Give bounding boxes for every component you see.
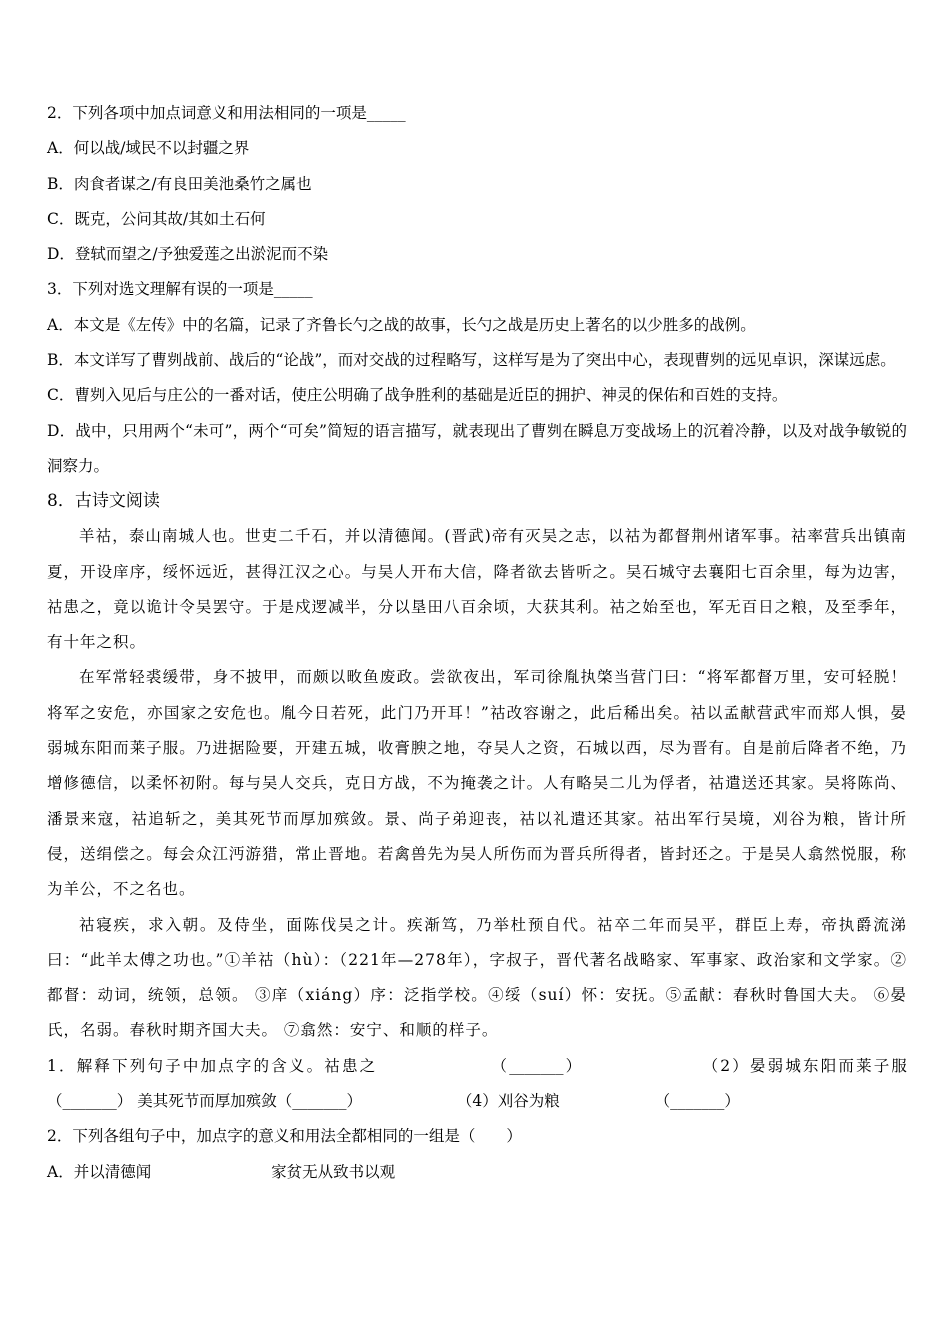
section-8-heading: 8．古诗文阅读 bbox=[47, 491, 160, 512]
passage-paragraph-3: 祜寝疾，求入朝。及侍坐，面陈伐吴之计。疾渐笃，乃举杜预自代。祜卒二年而吴平，群臣上寿，帝执爵流涕曰：“此羊太傅之功也。”①羊祜（hù）：（221年—278年），字叔子，晋代著名战略家、军事家、政治家和文学家。②都督：动词，统领，总领。 ③庠（xiáng）序：泛指学校。④绥（suí）怀：安抚。⑤孟献：春秋时鲁国大夫。 ⑥晏氏，名弱。春秋时期齐国大夫。 ⑦翕然：安宁、和顺的样子。 bbox=[47, 915, 907, 1040]
question-3-stem: 3．下列对选文理解有误的一项是_____ bbox=[47, 280, 313, 299]
question-1-item-2: （2）晏弱城东阳而莱子服（_______） bbox=[47, 1056, 907, 1111]
section-8-question-2-stem: 2．下列各组句子中，加点字的意义和用法全都相同的一组是（ ） bbox=[47, 1127, 522, 1146]
question-2-stem: 2．下列各项中加点词意义和用法相同的一项是_____ bbox=[47, 104, 406, 122]
question-2-option-b: B．肉食者谋之/有良田美池桑竹之属也 bbox=[47, 174, 312, 193]
passage-paragraph-2: 在军常轻裘缓带，身不披甲，而颇以畋鱼废政。尝欲夜出，军司徐胤执棨当营门曰：“将军都督万里，安可轻脱！将军之安危，亦国家之安危也。胤今日若死，此门乃开耳！”祜改容谢之，此后稀出矣。祜以孟献营武牢而郑人惧，晏弱城东阳而莱子服。乃进据险要，开建五城，收膏腴之地，夺吴人之资，石城以西，尽为晋有。自是前后降者不绝，乃增修德信，以柔怀初附。每与吴人交兵，克日方战，不为掩袭之计。人有略吴二儿为俘者，祜遣送还其家。吴将陈尚、潘景来寇，祜追斩之，美其死节而厚加殡敛。景、尚子弟迎丧，祜以礼遣还其家。祜出军行吴境，刈谷为粮，皆计所侵，送绢偿之。每会众江沔游猎，常止晋地。若禽兽先为吴人所伤而为晋兵所得者，皆封还之。于是吴人翕然悦服，称为羊公，不之名也。 bbox=[47, 668, 907, 899]
option-a-left: A．并以清德闻 bbox=[47, 1162, 152, 1181]
question-2-option-d: D．登轼而望之/予独爱莲之出淤泥而不染 bbox=[47, 245, 329, 264]
option-a-right: 家贫无从致书以观 bbox=[271, 1162, 396, 1181]
question-3-option-d: D．战中，只用两个“未可”，两个“可矣”简短的语言描写，就表现出了曹刿在瞬息万变战场上的沉着冷静，以及对战争敏锐的洞察力。 bbox=[47, 421, 907, 475]
question-1-stem: 1．解释下列句子中加点字的含义。祜患之 bbox=[47, 1056, 378, 1075]
question-2-option-a: A．何以战/域民不以封疆之界 bbox=[47, 139, 250, 158]
question-1-item-4: （4）刈谷为粮 bbox=[456, 1092, 560, 1111]
passage-paragraph-1: 羊祜，泰山南城人也。世吏二千石，并以清德闻。(晋武)帝有灭吴之志，以祜为都督荆州诸军事。祜率营兵出镇南夏，开设庠序，绥怀远近，甚得江汉之心。与吴人开布大信，降者欲去皆听之。吴石城守去襄阳七百余里，每为边害，祜患之，竟以诡计令吴罢守。于是戍逻减半，分以垦田八百余顷，大获其利。祜之始至也，军无百日之粮，及至季年，有十年之积。 bbox=[47, 527, 907, 652]
document-content bbox=[47, 96, 907, 1190]
answer-blank-4[interactable]: （_______） bbox=[654, 1092, 740, 1111]
question-3-option-a: A．本文是《左传》中的名篇，记录了齐鲁长勺之战的故事，长勺之战是历史上著名的以少胜多的战例。 bbox=[47, 315, 756, 334]
question-3-option-b: B．本文详写了曹刿战前、战后的“论战”，而对交战的过程略写，这样写是为了突出中心，表现曹刿的远见卓识，深谋远虑。 bbox=[47, 351, 896, 370]
question-3-option-c: C．曹刿入见后与庄公的一番对话，使庄公明确了战争胜利的基础是近臣的拥护、神灵的保佑和百姓的支持。 bbox=[47, 386, 788, 405]
question-2-option-c: C．既克，公问其故/其如土石何 bbox=[47, 209, 266, 228]
section-8-question-2-option-a bbox=[47, 1155, 907, 1190]
answer-blank-1[interactable]: （_______） bbox=[491, 1056, 584, 1075]
question-1-item-3: 美其死节而厚加殡敛（_______） bbox=[137, 1092, 362, 1111]
section-8-question-1 bbox=[47, 1049, 907, 1120]
